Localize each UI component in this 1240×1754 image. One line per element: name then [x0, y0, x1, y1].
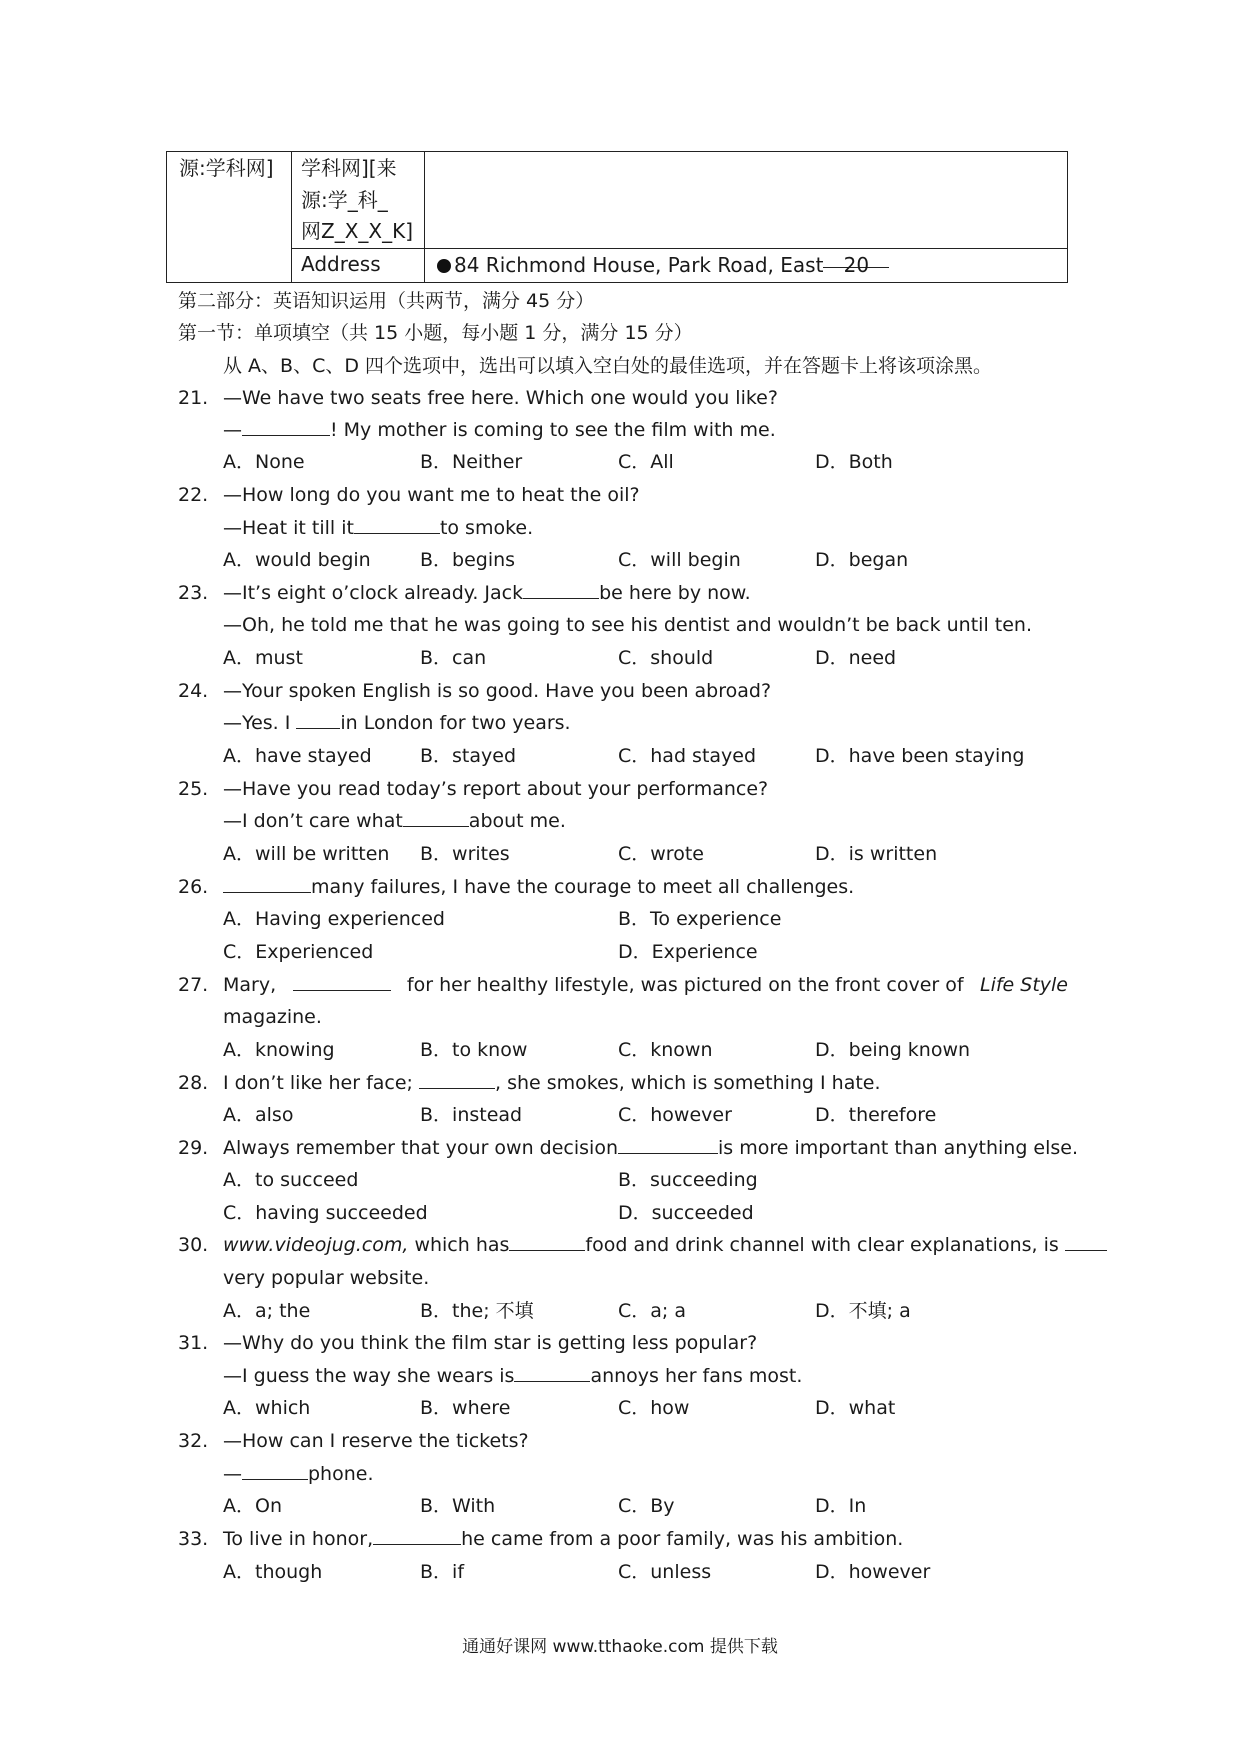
- option-c[interactable]: C．All: [618, 451, 674, 473]
- answer-blank: [223, 873, 311, 893]
- option-a[interactable]: A．On: [223, 1495, 282, 1517]
- answer-blank: [514, 1362, 590, 1382]
- bullet-icon: [437, 259, 451, 273]
- question-line: To live in honor, he came from a poor family, was his ambition.: [223, 1525, 903, 1553]
- sub-title: 第一节：单项填空（共 15 小题，每小题 1 分，满分 15 分）: [178, 322, 693, 344]
- answer-blank: [1065, 1231, 1107, 1251]
- instruction: 从 A、B、C、D 四个选项中，选出可以填入空白处的最佳选项，并在答题卡上将该项涂黑。: [223, 355, 993, 377]
- question-line: —How can I reserve the tickets?: [223, 1430, 529, 1452]
- answer-blank: [523, 579, 599, 599]
- option-d[interactable]: D．began: [815, 549, 909, 571]
- question-line: —I don’t care what about me.: [223, 807, 566, 835]
- question-number: 26.: [178, 876, 209, 898]
- question-number: 21.: [178, 387, 209, 409]
- option-c[interactable]: C．a; a: [618, 1300, 686, 1322]
- option-c[interactable]: C．By: [618, 1495, 675, 1517]
- answer-blank: [403, 807, 469, 827]
- option-b[interactable]: B．instead: [420, 1104, 523, 1126]
- option-c[interactable]: C．how: [618, 1397, 690, 1419]
- option-d[interactable]: D．Experience: [618, 941, 758, 963]
- question-line: —How long do you want me to heat the oil?: [223, 484, 640, 506]
- option-b[interactable]: B．stayed: [420, 745, 517, 767]
- answer-blank: [293, 971, 391, 991]
- address-text: 84 Richmond House, Park Road, East: [454, 253, 824, 277]
- question-number: 27.: [178, 974, 209, 996]
- option-b[interactable]: B．With: [420, 1495, 496, 1517]
- question-number: 25.: [178, 778, 209, 800]
- option-b[interactable]: B．To experience: [618, 908, 782, 930]
- question-number: 29.: [178, 1137, 209, 1159]
- option-b[interactable]: B．writes: [420, 843, 510, 865]
- question-number: 33.: [178, 1528, 209, 1550]
- option-b[interactable]: B．begins: [420, 549, 516, 571]
- table-cell-line2: 源:学_科_: [301, 188, 388, 212]
- table-divider: [291, 152, 292, 282]
- answer-blank: [618, 1134, 718, 1154]
- option-c[interactable]: C．wrote: [618, 843, 704, 865]
- option-a[interactable]: A．knowing: [223, 1039, 335, 1061]
- question-line: many failures, I have the courage to meet all challenges.: [223, 873, 854, 901]
- question-line: very popular website.: [223, 1267, 430, 1289]
- option-b[interactable]: B．the; 不填: [420, 1300, 534, 1322]
- option-c[interactable]: C．should: [618, 647, 714, 669]
- option-a[interactable]: A．have stayed: [223, 745, 372, 767]
- address-value: [437, 248, 889, 282]
- question-line: —It’s eight o’clock already. Jack be here by now.: [223, 579, 751, 607]
- part-title: 第二部分：英语知识运用（共两节，满分 45 分）: [178, 290, 595, 312]
- question-line: —Heat it till it to smoke.: [223, 514, 533, 542]
- option-a[interactable]: A．Having experienced: [223, 908, 445, 930]
- option-d[interactable]: D．need: [815, 647, 897, 669]
- answer-blank: [373, 1525, 461, 1545]
- option-d[interactable]: D．Both: [815, 451, 893, 473]
- question-number: 31.: [178, 1332, 209, 1354]
- option-c[interactable]: C．having succeeded: [223, 1202, 428, 1224]
- option-b[interactable]: B．can: [420, 647, 487, 669]
- option-c[interactable]: C．unless: [618, 1561, 712, 1583]
- question-line: www.videojug.com, which has food and drink channel with clear explanations, is: [223, 1231, 1107, 1259]
- option-b[interactable]: B．if: [420, 1561, 465, 1583]
- question-number: 24.: [178, 680, 209, 702]
- option-a[interactable]: A．will be written: [223, 843, 390, 865]
- address-label: Address: [301, 252, 381, 276]
- header-table: [166, 151, 1068, 283]
- option-d[interactable]: D．however: [815, 1561, 931, 1583]
- answer-blank: [509, 1231, 585, 1251]
- question-line: —I guess the way she wears is annoys her fans most.: [223, 1362, 802, 1390]
- option-c[interactable]: C．known: [618, 1039, 713, 1061]
- option-d[interactable]: D．being known: [815, 1039, 971, 1061]
- option-d[interactable]: D．what: [815, 1397, 896, 1419]
- question-line: —Why do you think the film star is getting less popular?: [223, 1332, 758, 1354]
- question-line: —Have you read today’s report about your performance?: [223, 778, 769, 800]
- option-b[interactable]: B．succeeding: [618, 1169, 758, 1191]
- question-number: 30.: [178, 1234, 209, 1256]
- question-line: I don’t like her face; , she smokes, which is something I hate.: [223, 1069, 881, 1097]
- question-number: 28.: [178, 1072, 209, 1094]
- page-footer: 通通好课网 www.tthaoke.com 提供下载: [462, 1637, 778, 1657]
- option-a[interactable]: A．would begin: [223, 549, 371, 571]
- question-line: —Your spoken English is so good. Have you been abroad?: [223, 680, 772, 702]
- question-number: 22.: [178, 484, 209, 506]
- question-line: —Yes. I in London for two years.: [223, 709, 571, 737]
- question-line: — phone.: [223, 1460, 374, 1488]
- option-c[interactable]: C．however: [618, 1104, 732, 1126]
- option-d[interactable]: D．不填; a: [815, 1300, 911, 1322]
- option-c[interactable]: C．had stayed: [618, 745, 757, 767]
- option-d[interactable]: D．succeeded: [618, 1202, 754, 1224]
- option-c[interactable]: C．will begin: [618, 549, 741, 571]
- question-number: 23.: [178, 582, 209, 604]
- question-line: — ! My mother is coming to see the film with me.: [223, 416, 776, 444]
- option-a[interactable]: A．to succeed: [223, 1169, 359, 1191]
- question-line: magazine.: [223, 1006, 322, 1028]
- table-cell-line1: 学科网][来: [301, 156, 397, 180]
- option-d[interactable]: D．is written: [815, 843, 938, 865]
- option-b[interactable]: B．to know: [420, 1039, 528, 1061]
- option-b[interactable]: B．where: [420, 1397, 511, 1419]
- table-divider: [424, 152, 425, 282]
- address-number: 20: [823, 248, 889, 268]
- option-c[interactable]: C．Experienced: [223, 941, 374, 963]
- question-number: 32.: [178, 1430, 209, 1452]
- option-a[interactable]: A．though: [223, 1561, 323, 1583]
- answer-blank: [242, 416, 330, 436]
- answer-blank: [354, 514, 440, 534]
- option-d[interactable]: D．In: [815, 1495, 867, 1517]
- table-cell-line3: 网Z_X_X_K]: [301, 219, 414, 243]
- option-a[interactable]: A．which: [223, 1397, 311, 1419]
- question-line: Mary, for her healthy lifestyle, was pictured on the front cover of Life Style: [223, 971, 1068, 999]
- option-a[interactable]: A．also: [223, 1104, 294, 1126]
- answer-blank: [242, 1460, 308, 1480]
- option-a[interactable]: A．must: [223, 647, 303, 669]
- table-cell-source: 源:学科网]: [179, 156, 274, 180]
- answer-blank: [419, 1069, 495, 1089]
- option-d[interactable]: D．have been staying: [815, 745, 1025, 767]
- option-a[interactable]: A．None: [223, 451, 305, 473]
- option-d[interactable]: D．therefore: [815, 1104, 937, 1126]
- option-a[interactable]: A．a; the: [223, 1300, 311, 1322]
- option-b[interactable]: B．Neither: [420, 451, 523, 473]
- question-line: —We have two seats free here. Which one would you like?: [223, 387, 778, 409]
- question-line: Always remember that your own decision is more important than anything else.: [223, 1134, 1078, 1162]
- question-line: —Oh, he told me that he was going to see his dentist and wouldn’t be back until ten.: [223, 614, 1032, 636]
- answer-blank: [296, 709, 340, 729]
